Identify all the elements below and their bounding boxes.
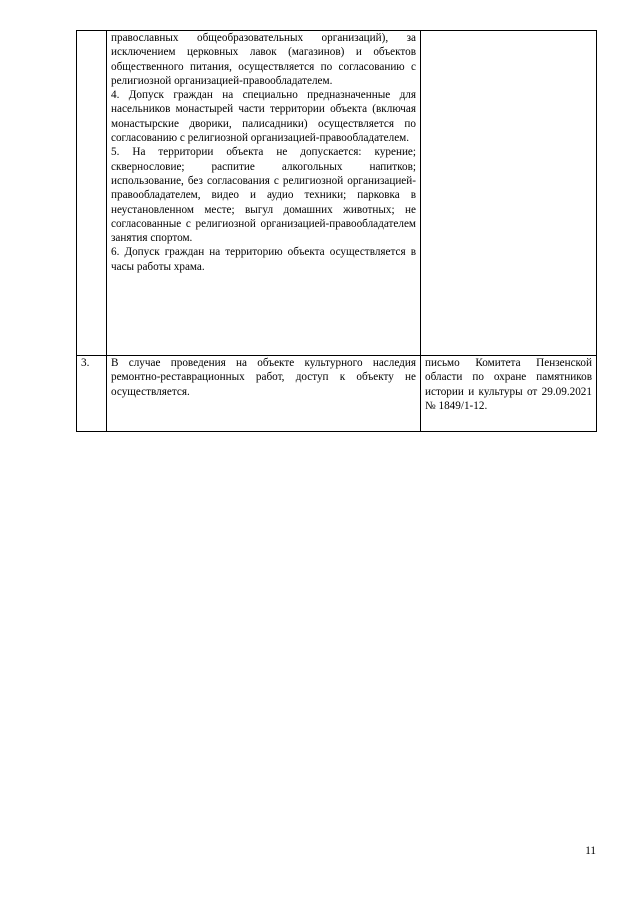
requirement-paragraph: православных общеобразовательных организаций), за исключением церковных лавок (магазинов) и объектов общественного питания, осуществляется по согласованию с религиозной организацией-правообладателем.: [111, 32, 416, 87]
source-cell: [421, 31, 597, 356]
source-text: письмо Комитета Пензенской области по охране памятников истории и культуры от 29.09.2021 № 1849/1-12.: [425, 357, 592, 412]
table-row: [77, 356, 597, 432]
requirements-text-cell: [107, 356, 421, 432]
row-number-cell: [77, 31, 107, 356]
source-cell: [421, 356, 597, 432]
requirement-paragraph: 6. Допуск граждан на территорию объекта осуществляется в часы работы храма.: [111, 246, 416, 273]
table-row: [77, 31, 597, 356]
requirements-text-cell: [107, 31, 421, 356]
requirement-paragraph: В случае проведения на объекте культурного наследия ремонтно-реставрационных работ, доступ к объекту не осуществляется.: [111, 357, 416, 398]
requirement-paragraph: 4. Допуск граждан на специально предназначенные для насельников монастырей части территории объекта (включая монастырские дворики, палисадники) осуществляется по согласованию с религиозной организацией-правообладателем.: [111, 89, 416, 145]
page-number: 11: [585, 845, 596, 857]
requirements-table: [76, 30, 597, 432]
row-number-cell: 3.: [77, 356, 107, 432]
requirement-paragraph: 5. На территории объекта не допускается: курение; сквернословие; распитие алкогольных напитков; использование, без согласования с религиозной организацией-правообладателем, видео и аудио техники; парковка в неустановленном месте; выгул домашних животных; не согласованные с религиозной организацией-правообладателем занятия спортом.: [111, 146, 416, 245]
